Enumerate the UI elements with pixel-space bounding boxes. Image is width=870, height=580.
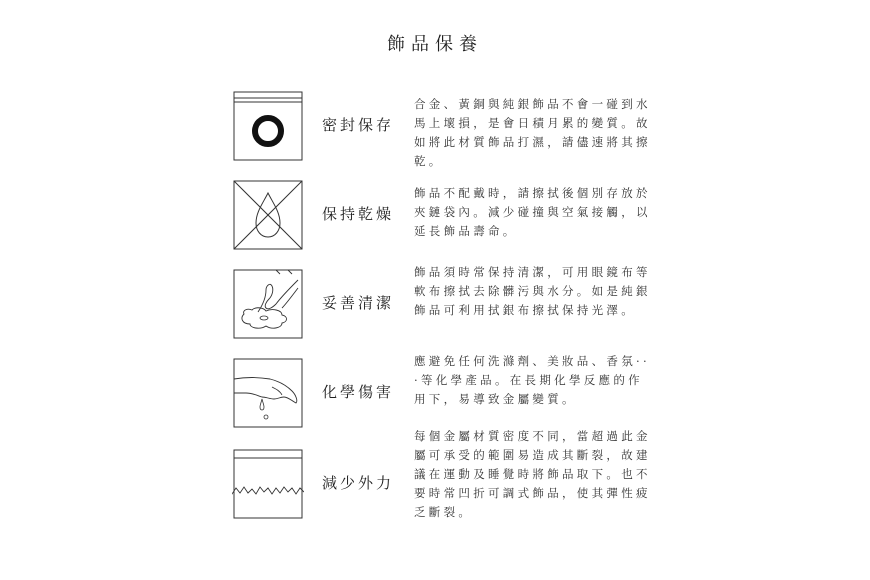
care-description: 每個金屬材質密度不同，當超過此金屬可承受的範圍易造成其斷裂，故建議在運動及睡覺時將飾品取下。也不要時常凹折可調式飾品，使其彈性疲乏斷裂。 xyxy=(414,429,651,519)
sealed-bag-icon xyxy=(232,90,304,162)
hand-drop-icon xyxy=(232,357,304,429)
care-description: 應避免任何洗滌劑、美妝品、香氛···等化學產品。在長期化學反應的作用下，易導致金屬變質。 xyxy=(414,354,650,406)
care-description: 飾品須時常保持清潔，可用眼鏡布等軟布擦拭去除髒污與水分。如是純銀飾品可利用拭銀布擦拭保持光澤。 xyxy=(414,265,651,317)
care-item-dry xyxy=(0,179,870,259)
page-title: 飾品保養 xyxy=(387,34,483,55)
no-water-icon xyxy=(232,179,304,251)
care-item-chemical xyxy=(0,354,870,437)
care-description: 飾品不配戴時，請擦拭後個別存放於夾鏈袋內。減少碰撞與空氣接觸，以延長飾品壽命。 xyxy=(414,186,651,238)
care-label: 妥善清潔 xyxy=(322,294,395,312)
care-item-force xyxy=(0,429,870,528)
care-label: 減少外力 xyxy=(322,474,395,492)
care-label: 密封保存 xyxy=(322,116,395,134)
care-label: 保持乾燥 xyxy=(322,205,395,223)
care-item-sealed xyxy=(0,90,870,170)
care-item-clean xyxy=(0,265,870,348)
care-description: 合金、黃銅與純銀飾品不會一碰到水馬上壞損，是會日積月累的變質。故如將此材質飾品打濕，請儘速將其擦乾。 xyxy=(414,97,651,168)
box-crack-icon xyxy=(232,448,304,520)
hand-wiping-icon xyxy=(232,268,304,340)
care-label: 化學傷害 xyxy=(322,383,395,401)
